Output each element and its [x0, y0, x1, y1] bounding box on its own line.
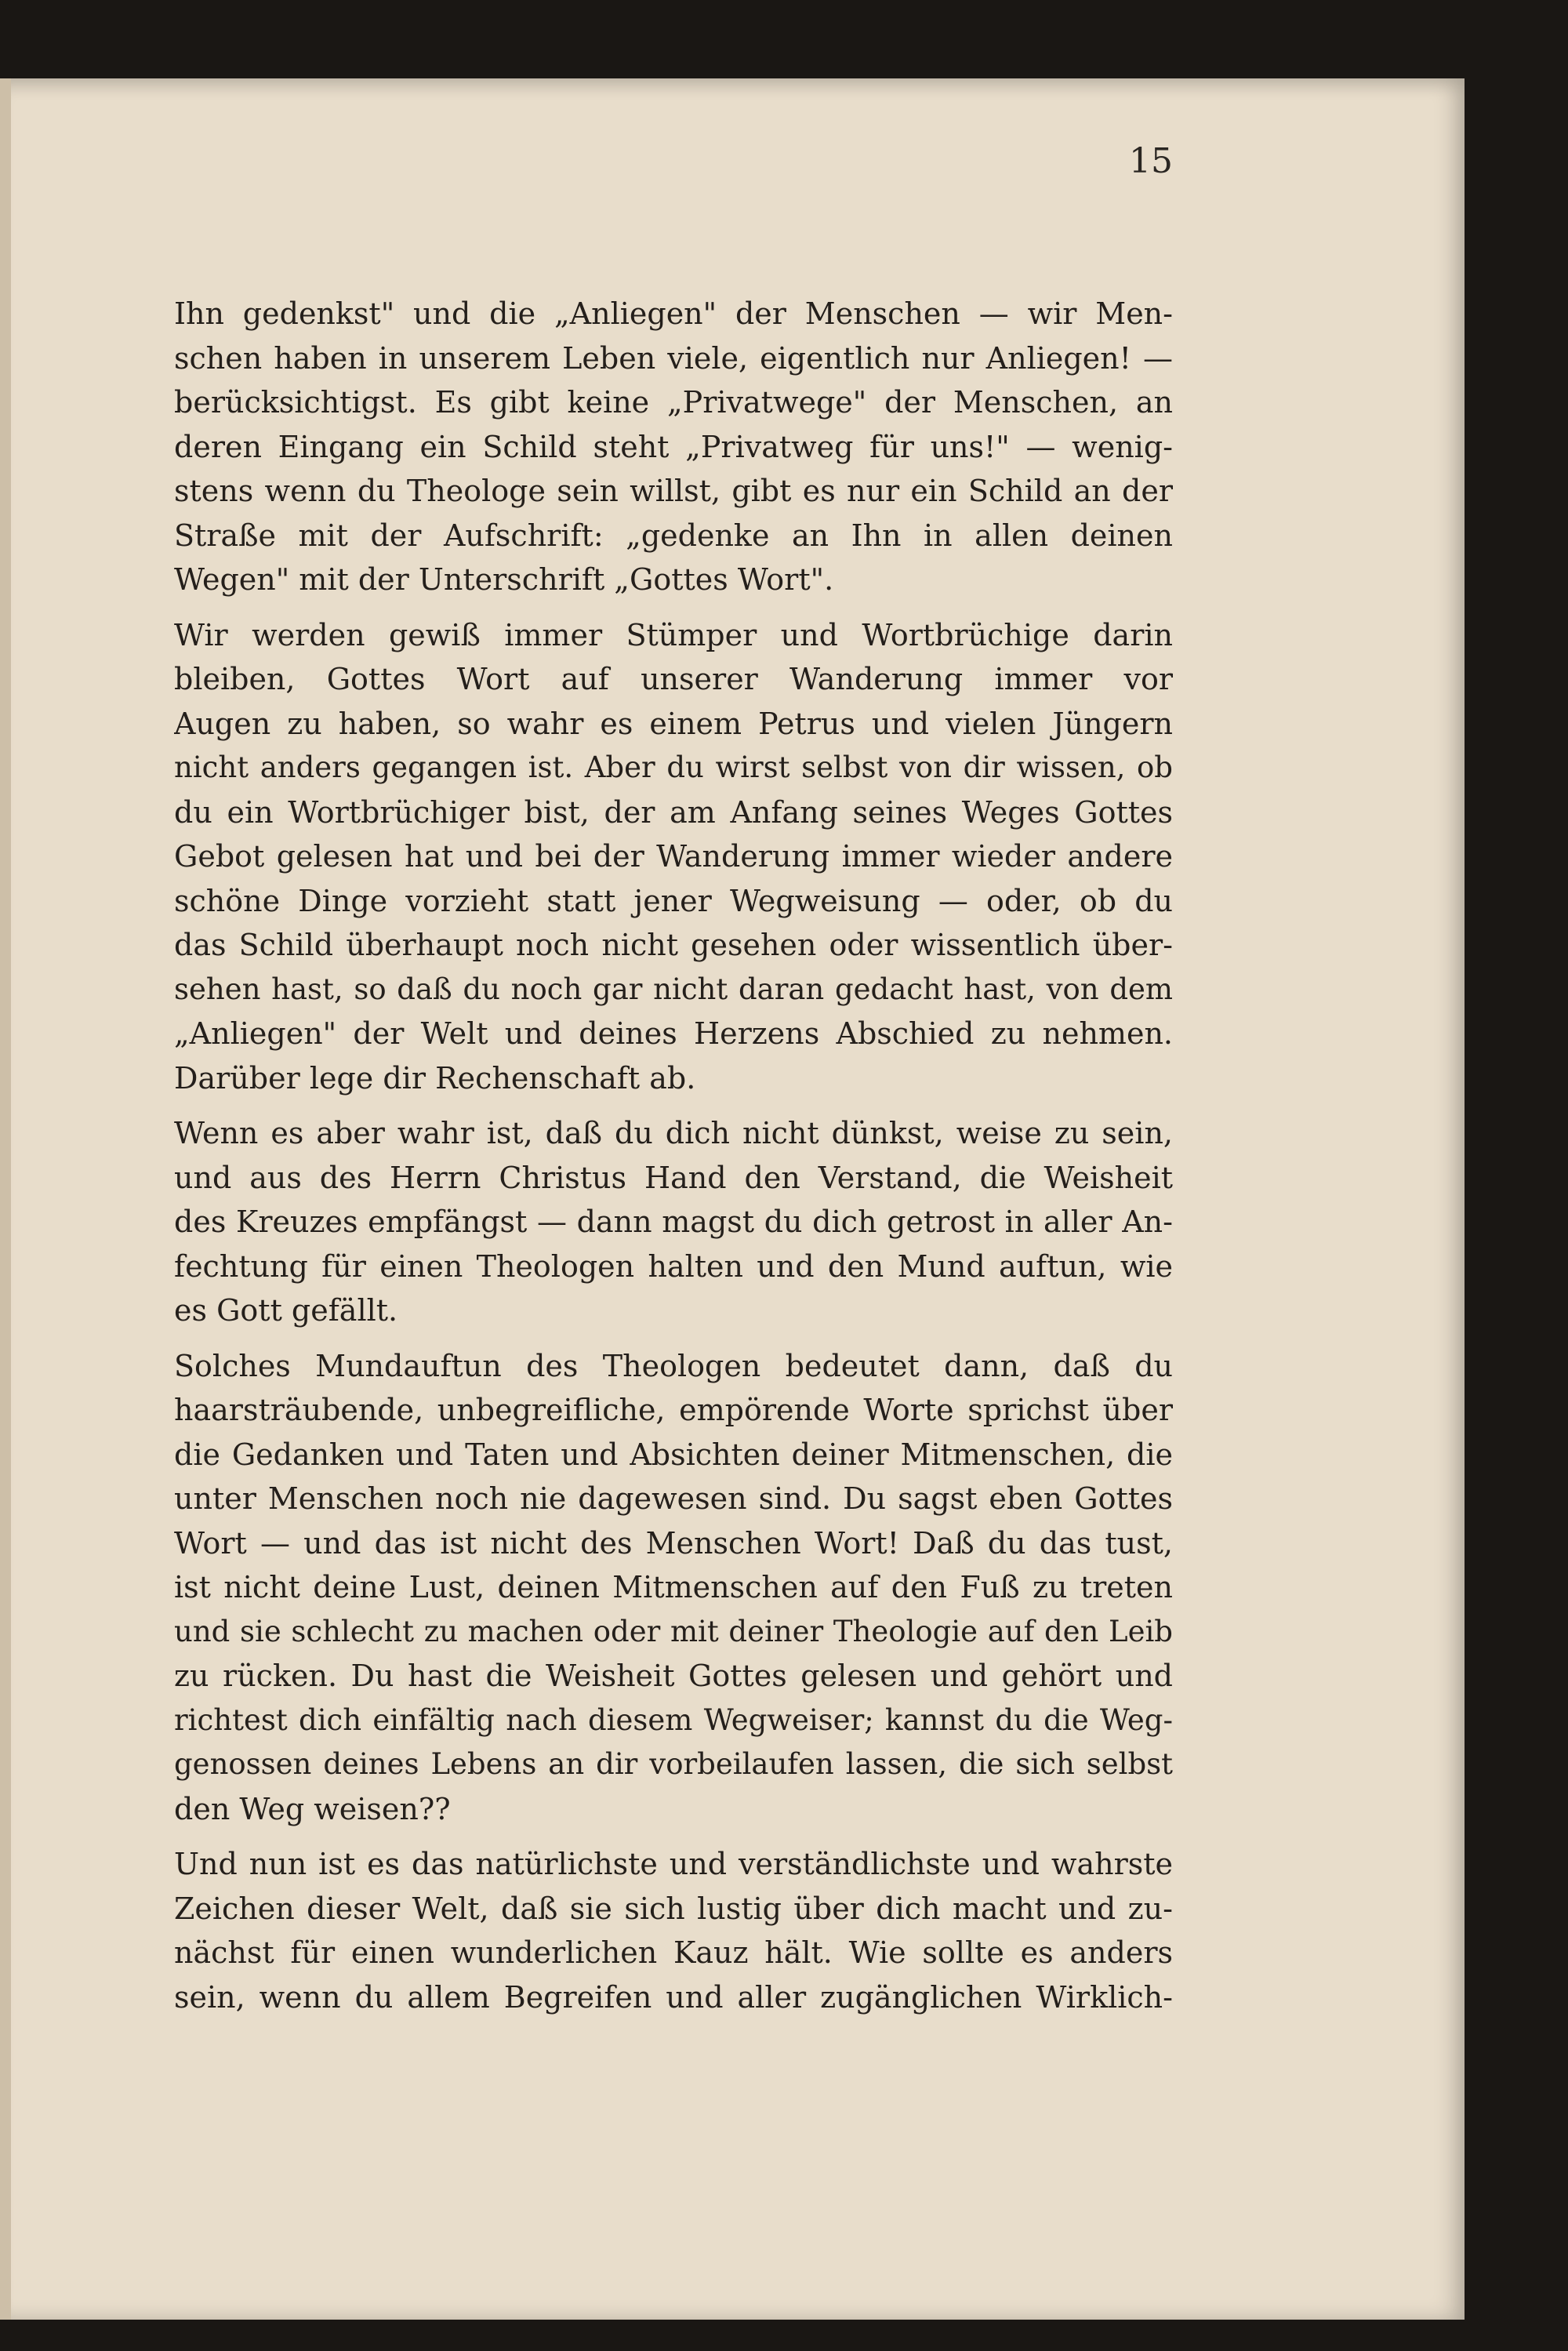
- text-line: fechtung für einen Theologen halten und den Mund auftun, wie: [174, 1248, 1173, 1284]
- text-line: nicht anders gegangen ist. Aber du wirst selbst von dir wissen, ob: [174, 750, 1173, 784]
- text-line: sehen hast, so daß du noch gar nicht daran gedacht hast, von dem: [174, 972, 1173, 1006]
- text-line: Straße mit der Aufschrift: „gedenke an Ihn in allen deinen: [174, 518, 1173, 553]
- text-line: berücksichtigst. Es gibt keine „Privatwege" der Menschen, an: [174, 385, 1173, 420]
- text-line: du ein Wortbrüchiger bist, der am Anfang seines Weges Gottes: [174, 794, 1173, 830]
- text-line: des Kreuzes empfängst — dann magst du dich getrost in aller An-: [174, 1205, 1173, 1239]
- text-line: Solches Mundauftun des Theologen bedeutet dann, daß du: [174, 1348, 1173, 1383]
- paragraph: [174, 1842, 1173, 2019]
- page-edge: [0, 78, 11, 2320]
- text-line: und aus des Herrn Christus Hand den Verstand, die Weisheit: [174, 1160, 1173, 1195]
- text-line: stens wenn du Theologe sein willst, gibt es nur ein Schild an der: [174, 474, 1173, 508]
- text-line: richtest dich einfältig nach diesem Wegweiser; kannst du die Weg-: [174, 1702, 1173, 1737]
- text-line: ist nicht deine Lust, deinen Mitmenschen auf den Fuß zu treten: [174, 1570, 1173, 1604]
- text-line: „Anliegen" der Welt und deines Herzens Abschied zu nehmen.: [174, 1016, 1173, 1051]
- text-line: zu rücken. Du hast die Weisheit Gottes gelesen und gehört und: [174, 1659, 1173, 1693]
- text-line: nächst für einen wunderlichen Kauz hält. Wie sollte es anders: [174, 1935, 1173, 1970]
- text-line: Und nun ist es das natürlichste und verständlichste und wahrste: [174, 1847, 1173, 1881]
- text-line: Augen zu haben, so wahr es einem Petrus und vielen Jüngern: [174, 706, 1173, 741]
- text-line: Darüber lege dir Rechenschaft ab.: [174, 1060, 696, 1096]
- body-text: [174, 292, 1173, 2030]
- text-line: Ihn gedenkst" und die „Anliegen" der Menschen — wir Men-: [174, 296, 1173, 331]
- text-line: bleiben, Gottes Wort auf unserer Wanderung immer vor: [174, 662, 1173, 696]
- text-line: sein, wenn du allem Begreifen und aller zugänglichen Wirklich-: [174, 1979, 1173, 2015]
- text-line: Wegen" mit der Unterschrift „Gottes Wort".: [174, 562, 834, 597]
- paragraph: [174, 1344, 1173, 1832]
- text-line: Gebot gelesen hat und bei der Wanderung immer wieder andere: [174, 839, 1173, 874]
- text-line: Wir werden gewiß immer Stümper und Wortbrüchige darin: [174, 617, 1173, 652]
- page-number: 15: [1129, 141, 1173, 181]
- text-line: und sie schlecht zu machen oder mit deiner Theologie auf den Leib: [174, 1614, 1173, 1648]
- text-line: haarsträubende, unbegreifliche, empörende Worte sprichst über: [174, 1393, 1173, 1427]
- paragraph: [174, 292, 1173, 602]
- text-line: genossen deines Lebens an dir vorbeilaufen lassen, die sich selbst: [174, 1747, 1173, 1781]
- text-line: die Gedanken und Taten und Absichten deiner Mitmenschen, die: [174, 1437, 1173, 1472]
- text-line: Zeichen dieser Welt, daß sie sich lustig über dich macht und zu-: [174, 1891, 1173, 1926]
- paragraph: [174, 1111, 1173, 1333]
- text-line: unter Menschen noch nie dagewesen sind. Du sagst eben Gottes: [174, 1481, 1173, 1516]
- text-line: deren Eingang ein Schild steht „Privatweg für uns!" — wenig-: [174, 429, 1173, 464]
- text-line: schöne Dinge vorzieht statt jener Wegweisung — oder, ob du: [174, 883, 1173, 918]
- text-line: Wenn es aber wahr ist, daß du dich nicht dünkst, weise zu sein,: [174, 1116, 1173, 1150]
- text-line: Wort — und das ist nicht des Menschen Wort! Daß du das tust,: [174, 1525, 1173, 1561]
- paragraph: [174, 613, 1173, 1101]
- text-line: schen haben in unserem Leben viele, eigentlich nur Anliegen! —: [174, 340, 1173, 376]
- text-line: es Gott gefällt.: [174, 1293, 398, 1328]
- text-line: das Schild überhaupt noch nicht gesehen oder wissentlich über-: [174, 928, 1173, 962]
- text-line: den Weg weisen??: [174, 1791, 451, 1826]
